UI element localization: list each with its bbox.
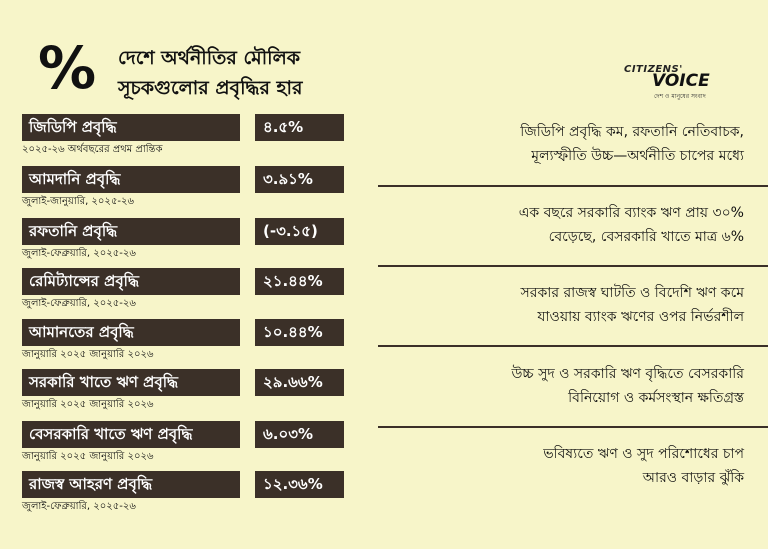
key-point-line: সরকার রাজস্ব ঘাটতি ও বিদেশি ঋণ কমে xyxy=(520,285,744,301)
key-point-line: মূল্যস্ফীতি উচ্চ—অর্থনীতি চাপের মধ্যে xyxy=(531,148,744,164)
page-title-line-2: সূচকগুলোর প্রবৃদ্ধির হার xyxy=(118,77,303,99)
divider xyxy=(378,426,768,428)
divider xyxy=(378,265,768,267)
indicator-deposit xyxy=(22,319,344,369)
indicator-value: ৩.৯১% xyxy=(255,166,344,193)
key-point-line: উচ্চ সুদ ও সরকারি ঋণ বৃদ্ধিতে বেসরকারি xyxy=(511,366,744,382)
indicator-label: রেমিট্যান্সের প্রবৃদ্ধি xyxy=(22,268,240,295)
indicator-period: জুলাই-ফেব্রুয়ারি, ২০২৫-২৬ xyxy=(22,298,136,309)
indicator-label: আমদানি প্রবৃদ্ধি xyxy=(22,166,240,193)
indicator-label: সরকারি খাতে ঋণ প্রবৃদ্ধি xyxy=(22,369,240,396)
indicator-label: জিডিপি প্রবৃদ্ধি xyxy=(22,114,240,141)
page-title-line-1: দেশে অর্থনীতির মৌলিক xyxy=(118,47,301,69)
indicator-label: আমানতের প্রবৃদ্ধি xyxy=(22,319,240,346)
indicator-label: রাজস্ব আহরণ প্রবৃদ্ধি xyxy=(22,471,240,498)
percent-icon: % xyxy=(38,34,97,102)
indicator-remittance xyxy=(22,268,344,318)
indicator-value: ৬.০৩% xyxy=(255,421,344,448)
key-point xyxy=(378,201,768,249)
indicator-public-credit xyxy=(22,369,344,419)
indicator-import xyxy=(22,166,344,216)
key-point xyxy=(378,442,768,490)
indicator-value: (-৩.১৫) xyxy=(255,218,344,245)
logo-voice-text: VOICE xyxy=(652,71,710,91)
logo-citizens-text: CITIZENS' xyxy=(624,64,683,75)
indicator-value: ১০.৪৪% xyxy=(255,319,344,346)
key-point xyxy=(378,281,768,329)
indicator-value: ২৯.৬৬% xyxy=(255,369,344,396)
key-point-line: জিডিপি প্রবৃদ্ধি কম, রফতানি নেতিবাচক, xyxy=(520,124,744,140)
brand-logo xyxy=(624,64,734,102)
key-point-line: যাওয়ায় ব্যাংক ঋণের ওপর নির্ভরশীল xyxy=(537,309,744,325)
indicator-period: জুলাই-ফেব্রুয়ারি, ২০২৫-২৬ xyxy=(22,248,136,259)
indicator-period: জানুয়ারি ২০২৫ জানুয়ারি ২০২৬ xyxy=(22,399,154,410)
indicator-private-credit xyxy=(22,421,344,471)
indicator-period: জুলাই-ফেব্রুয়ারি, ২০২৫-২৬ xyxy=(22,501,136,512)
indicator-value: ২১.৪৪% xyxy=(255,268,344,295)
indicator-period: জানুয়ারি ২০২৫ জানুয়ারি ২০২৬ xyxy=(22,451,154,462)
divider xyxy=(378,345,768,347)
indicator-value: ৪.৫% xyxy=(255,114,344,141)
key-point-line: বেড়েছে, বেসরকারি খাতে মাত্র ৬% xyxy=(548,229,744,245)
key-point-line: বিনিয়োগ ও কর্মসংস্থান ক্ষতিগ্রস্ত xyxy=(568,390,744,406)
key-point-line: আরও বাড়ার ঝুঁকি xyxy=(642,470,744,486)
indicator-label: বেসরকারি খাতে ঋণ প্রবৃদ্ধি xyxy=(22,421,240,448)
indicator-revenue xyxy=(22,471,344,521)
indicator-period: জুলাই-জানুয়ারি, ২০২৫-২৬ xyxy=(22,196,135,207)
key-point-line: এক বছরে সরকারি ব্যাংক ঋণ প্রায় ৩০% xyxy=(518,205,744,221)
indicator-gdp xyxy=(22,114,344,164)
indicator-export xyxy=(22,218,344,268)
indicator-value: ১২.৩৬% xyxy=(255,471,344,498)
divider xyxy=(378,185,768,187)
indicator-label: রফতানি প্রবৃদ্ধি xyxy=(22,218,240,245)
indicator-period: জানুয়ারি ২০২৫ জানুয়ারি ২০২৬ xyxy=(22,349,154,360)
logo-tagline: দেশ ও মানুষের সংবাদ xyxy=(654,93,706,100)
key-point-line: ভবিষ্যতে ঋণ ও সুদ পরিশোধের চাপ xyxy=(543,446,744,462)
key-point xyxy=(378,120,768,168)
key-point xyxy=(378,362,768,410)
indicator-period: ২০২৫-২৬ অর্থবছরের প্রথম প্রান্তিক xyxy=(22,144,163,155)
